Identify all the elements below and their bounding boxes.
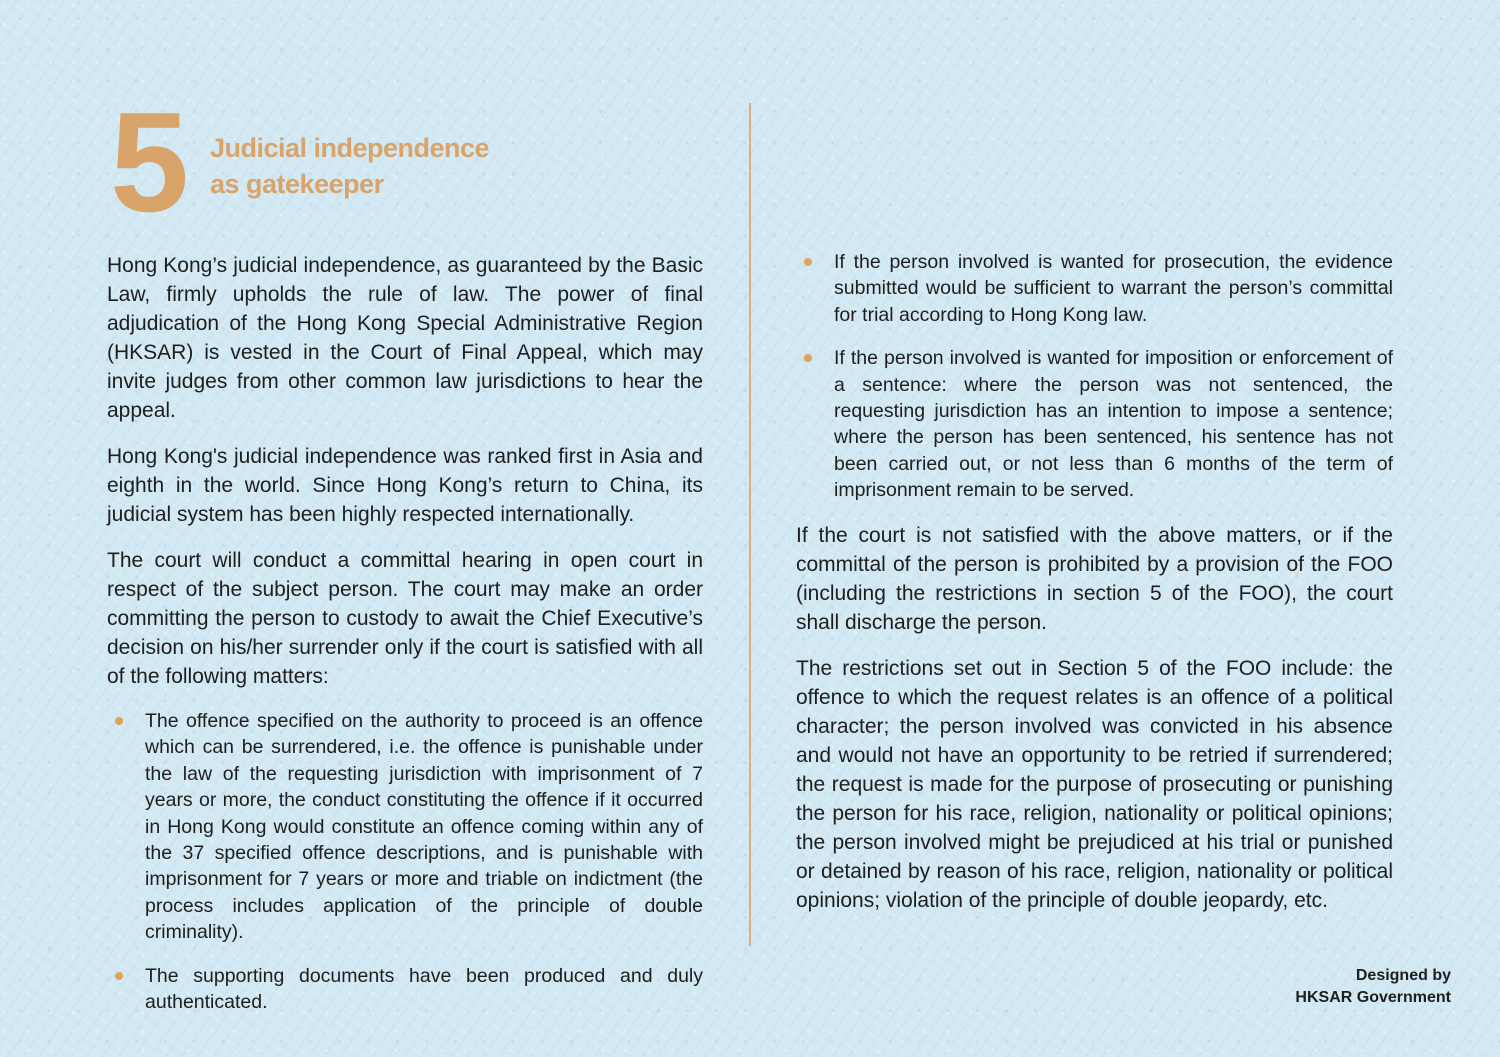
column-divider: [749, 103, 751, 946]
bullet-dot-icon: [115, 717, 123, 725]
paragraph-ranking: Hong Kong's judicial independence was ranked first in Asia and eighth in the world. Since Hong Kong’s return to China, its judicial system has been highly respected internationally.: [107, 445, 703, 526]
paragraph-judicial-independence: Hong Kong’s judicial independence, as guaranteed by the Basic Law, firmly upholds the rule of law. The power of final adjudication of the Hong Kong Special Administrative Region (HKSAR) is vested in the Court of Final Appeal, which may invite judges from other common law jurisdictions to hear the appeal.: [107, 254, 703, 422]
paragraph-restrictions: The restrictions set out in Section 5 of the FOO include: the offence to which the request relates is an offence of a political character; the person involved was convicted in his absence and would not have an opportunity to be retried if surrendered; the request is made for the purpose of prosecuting or punishing the person for his race, religion, nationality or political opinions; the person involved might be prejudiced at his trial or punished or detained by reason of his race, religion, nationality or political opinions; violation of the principle of double jeopardy, etc.: [796, 656, 1393, 912]
bullet-dot-icon: [804, 258, 812, 266]
paragraph-committal-hearing: The court will conduct a committal hearing in open court in respect of the subject person. The court may make an order committing the person to custody to await the Chief Executive’s decision on his/her surrender only if the court is satisfied with all of the following matters:: [107, 549, 703, 688]
section-title-line-2: as gatekeeper: [210, 169, 384, 199]
list-item: [107, 708, 703, 946]
list-item-text: If the person involved is wanted for imposition or enforcement of a sentence: where the person was not sentenced, the requesting jurisdiction has an intention to impose a sentence; where the person has been sentenced, his sentence has not been carried out, or not less than 6 months of the term of imprisonment remain to be served.: [834, 347, 1393, 502]
list-item-text: The supporting documents have been produced and duly authenticated.: [145, 964, 703, 1014]
committal-conditions-list: [107, 708, 703, 1015]
list-item: [107, 963, 703, 1016]
section-number: 5: [110, 83, 185, 242]
left-column: [107, 251, 703, 1032]
credit-line-1: Designed by: [1355, 967, 1451, 984]
list-item-text: If the person involved is wanted for prosecution, the evidence submitted would be sufficient to warrant the person’s committal for trial according to Hong Kong law.: [834, 251, 1393, 326]
list-item: [796, 249, 1393, 328]
section-title: [210, 130, 540, 202]
right-column: [796, 249, 1393, 932]
bullet-dot-icon: [115, 972, 123, 980]
bullet-dot-icon: [804, 354, 812, 362]
list-item-text: The offence specified on the authority to proceed is an offence which can be surrendered, i.e. the offence is punishable under the law of the requesting jurisdiction with imprisonment of 7 years or more, the conduct constituting the offence if it occurred in Hong Kong would constitute an offence coming within any of the 37 specified offence descriptions, and is punishable with imprisonment for 7 years or more and triable on indictment (the process includes application of the principle of double criminality).: [145, 710, 703, 944]
list-item: [796, 345, 1393, 503]
committal-conditions-list-continued: [796, 249, 1393, 504]
credit-line-2: HKSAR Government: [1295, 989, 1451, 1006]
paragraph-discharge: If the court is not satisfied with the above matters, or if the committal of the person is prohibited by a provision of the FOO (including the restrictions in section 5 of the FOO), the court shall discharge the person.: [796, 523, 1393, 634]
section-title-line-1: Judicial independence: [210, 133, 490, 163]
designer-credit: [1295, 965, 1451, 1009]
